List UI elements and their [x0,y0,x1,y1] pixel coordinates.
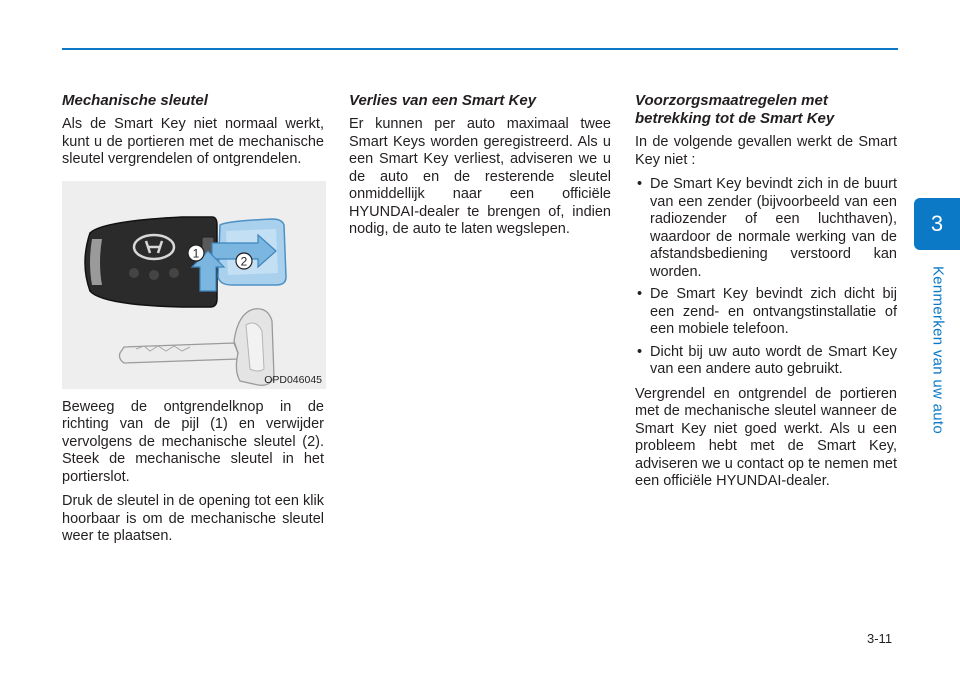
key-drawing [62,181,326,389]
callout-1: 1 [192,246,200,260]
heading-precautions [635,92,897,128]
mechanical-key-para2: Druk de sleutel in de opening tot een klik hoorbaar is om de mechanische sleutel weer te plaatsen. [62,493,324,544]
mechanical-key-intro: Als de Smart Key niet normaal werkt, kunt u de portieren met de mechanische sleutel vergrendelen of ontgrendelen. [62,116,324,167]
list-item: • De Smart Key bevindt zich in de buurt van een zender (bijvoorbeeld van een radiozender of een luchthaven), waardoor de normale werking van de afstandsbediening verstoord kan worden. [635,176,897,281]
precautions-list [635,176,897,379]
list-item: • De Smart Key bevindt zich dicht bij een zend- en ontvangstinstallatie of een mobiele telefoon. [635,286,897,339]
list-item: • Dicht bij uw auto wordt de Smart Key van een andere auto gebruikt. [635,344,897,379]
column-mechanical-key [62,92,324,553]
precautions-intro: In de volgende gevallen werkt de Smart Key niet : [635,134,897,168]
smart-key-illustration [62,181,326,389]
column-lost-key [349,92,611,246]
chapter-number: 3 [930,211,944,236]
figure-code: OPD046045 [264,373,322,386]
column-precautions [635,92,897,498]
heading-mechanical-key: Mechanische sleutel [62,92,208,109]
page-number: 3-11 [867,631,893,646]
chapter-tab [914,198,960,250]
heading-lost-key: Verlies van een Smart Key [349,92,537,109]
precautions-para1: Vergrendel en ontgrendel de portieren met de mechanische sleutel wanneer de Smart Key niet goed werkt. Als u een probleem hebt met de Smart Key, adviseren we u contact op te nemen met een officiële HYUNDAI-dealer. [635,385,897,489]
chapter-title: Kenmerken van uw auto [929,265,947,435]
heading-precautions-line2: betrekking tot de Smart Key [635,110,835,127]
heading-precautions-line1: Voorzorgsmaatregelen met [635,92,828,109]
top-rule [62,48,898,50]
mechanical-key-blade [120,343,239,363]
callout-2: 2 [240,254,248,268]
lost-key-para1: Er kunnen per auto maximaal twee Smart Keys worden geregistreerd. Als u een Smart Key verliest, adviseren we u de auto en de resterende sleutel onmiddellijk naar een officiële HYUNDAI-dealer te brengen of, indien nodig, de auto te laten wegslepen. [349,116,611,237]
mechanical-key-para1: Beweeg de ontgrendelknop in de richting van de pijl (1) en verwijder vervolgens de mechanische sleutel (2). Steek de mechanische sleutel in het portierslot. [62,398,324,485]
